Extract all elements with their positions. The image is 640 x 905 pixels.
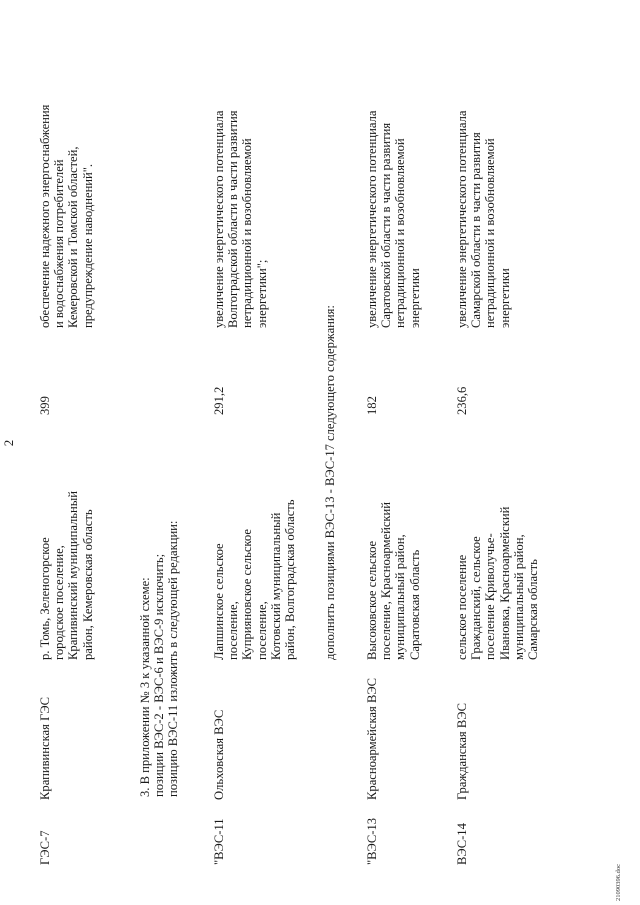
object-purpose: увеличение энергетического потенциала Самарской области в части развития нетрадиционной и возобновляемой энергетики xyxy=(455,110,512,328)
amendment-paragraph-3: 3. В приложении № 3 к указанной схеме: позиции ВЭС-2 - ВЭС-6 и ВЭС-9 исключить; позицию ВЭС-11 изложить в следующей редакции: xyxy=(138,520,181,797)
object-code: "ВЭС-13 xyxy=(365,817,379,865)
object-name: Ольховская ВЭС xyxy=(212,709,226,800)
object-power: 236,6 xyxy=(455,386,469,415)
object-code: "ВЭС-11 xyxy=(212,818,226,865)
object-code: ВЭС-14 xyxy=(455,823,469,865)
object-power: 182 xyxy=(365,396,379,415)
object-code: ГЭС-7 xyxy=(38,830,52,865)
object-purpose: увеличение энергетического потенциала Саратовской области в части развития нетрадиционной и возобновляемой энергетики xyxy=(365,110,422,328)
object-power: 291,2 xyxy=(212,386,226,415)
object-name: Красноармейская ВЭС xyxy=(365,677,379,800)
object-name: Гражданская ВЭС xyxy=(455,703,469,800)
object-purpose: обеспечение надежного энергоснабжения и водоснабжения потребителей Кемеровской и Томской областей, предупреждение наводнений". xyxy=(38,104,95,328)
object-name: Крапивинская ГЭС xyxy=(38,696,52,800)
amendment-paragraph-add: дополнить позициями ВЭС-13 - ВЭС-17 следующего содержания: xyxy=(323,305,337,660)
object-location: сельское поселение Гражданский, сельское поселение Криволучье- Ивановка, Красноармейский муниципальный район, Самарская область xyxy=(455,506,541,660)
document-file-id: 21090396.doc xyxy=(615,863,622,901)
object-power: 399 xyxy=(38,396,52,415)
object-location: Высоковское сельское поселение, Красноармейский муниципальный район, Саратовская область xyxy=(365,501,422,660)
object-purpose: увеличение энергетического потенциала Волгоградской области в части развития нетрадиционной и возобновляемой энергетики"; xyxy=(212,110,269,328)
page-number: 2 xyxy=(1,439,16,447)
object-location: р. Томь, Зеленогорское городское поселение, Крапивинский муниципальный район, Кемеровская область xyxy=(38,491,95,660)
object-location: Лапшинское сельское поселение, Куприяновское сельское поселение, Котовский муниципальный район, Волгоградская область xyxy=(212,499,298,660)
